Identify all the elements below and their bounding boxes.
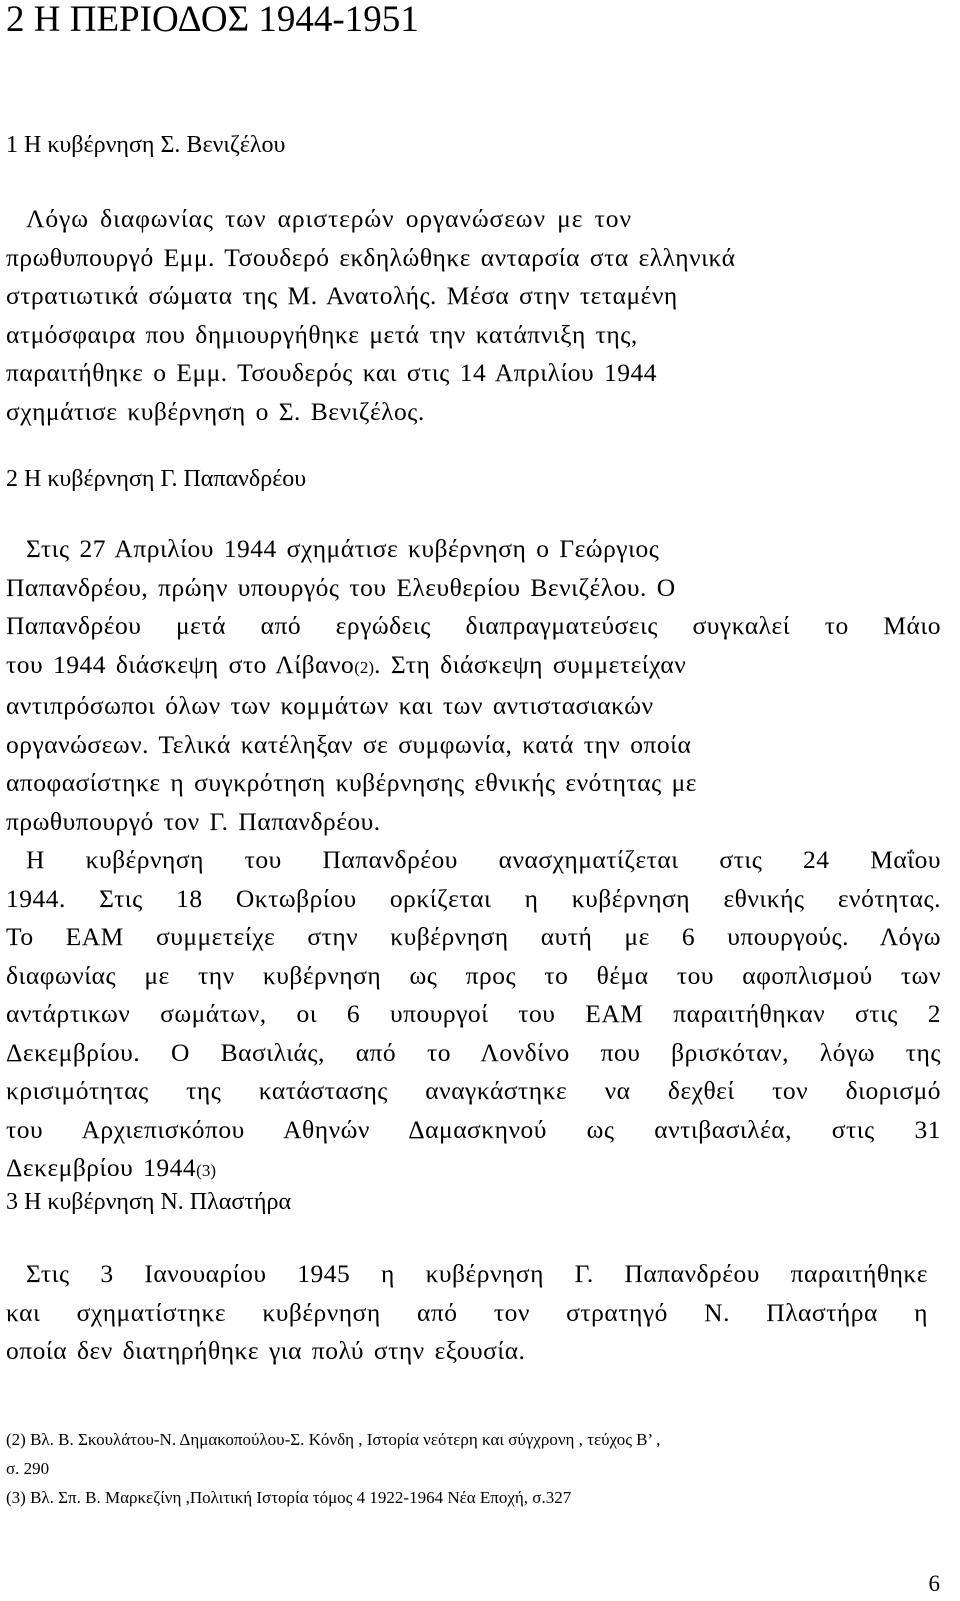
text-line: Λόγω διαφωνίας των αριστερών οργανώσεων με τον	[26, 204, 632, 233]
text-line-with-reference	[6, 1149, 941, 1191]
text-line: πρωθυπουργό Εμμ. Τσουδερό εκδηλώθηκε ανταρσία στα ελληνικά	[6, 242, 736, 272]
text-line: 1944. Στις 18 Οκτωβρίου ορκίζεται η κυβέρνηση εθνικής ενότητας.	[6, 883, 941, 913]
text-segment: . Στη διάσκεψη συμμετείχαν	[374, 649, 687, 679]
section-2-paragraph	[6, 530, 941, 1191]
text-line: Παπανδρέου μετά από εργώδεις διαπραγματεύσεις συγκαλεί το Μάιο	[6, 611, 941, 640]
text-line-with-reference	[6, 646, 941, 688]
chapter-title: 2 Η ΠΕΡΙΟΔΟΣ 1944-1951	[6, 0, 419, 40]
text-line: ατμόσφαιρα που δημιουργήθηκε μετά την κατάπνιξη της,	[6, 319, 638, 349]
text-segment: Δεκεμβρίου 1944	[6, 1153, 197, 1182]
footnote-reference-2: (2)	[354, 657, 375, 677]
text-line: αποφασίστηκε η συγκρότηση κυβέρνησης εθνικής ενότητας με	[6, 768, 697, 797]
text-line: αντάρτικων σωμάτων, οι 6 υπουργοί του ΕΑΜ παραιτήθηκαν στις 2	[6, 999, 941, 1028]
section-1-paragraph	[6, 200, 736, 431]
footnote-3: (3) Βλ. Σπ. Β. Μαρκεζίνη ,Πολιτική Ιστορία τόμος 4 1922-1964 Νέα Εποχή, σ.327	[6, 1488, 572, 1507]
text-line: στρατιωτικά σώματα της Μ. Ανατολής. Μέσα στην τεταμένη	[6, 281, 678, 310]
footnote-2-continuation: σ. 290	[6, 1459, 50, 1478]
text-line: κρισιμότητας της κατάστασης αναγκάστηκε να δεχθεί τον διορισμό	[6, 1076, 941, 1105]
text-line: σχημάτισε κυβέρνηση ο Σ. Βενιζέλος.	[6, 396, 425, 426]
text-line: Στις 3 Ιανουαρίου 1945 η κυβέρνηση Γ. Παπανδρέου παραιτήθηκε	[26, 1259, 928, 1288]
section-heading-1: 1 Η κυβέρνηση Σ. Βενιζέλου	[6, 132, 286, 158]
page-number: 6	[928, 1571, 940, 1596]
text-line: Παπανδρέου, πρώην υπουργός του Ελευθερίου Βενιζέλου. Ο	[6, 572, 676, 602]
text-line: διαφωνίας με την κυβέρνηση ως προς το θέμα του αφοπλισμού των	[6, 960, 941, 990]
section-heading-2: 2 Η κυβέρνηση Γ. Παπανδρέου	[6, 466, 307, 492]
text-line: παραιτήθηκε ο Εμμ. Τσουδερός και στις 14 Απριλίου 1944	[6, 358, 658, 387]
text-line: αντιπρόσωποι όλων των κομμάτων και των αντιστασιακών	[6, 691, 654, 720]
text-line: Το ΕΑΜ συμμετείχε στην κυβέρνηση αυτή με 6 υπουργούς. Λόγω	[6, 922, 941, 951]
text-line: Δεκεμβρίου. Ο Βασιλιάς, από το Λονδίνο που βρισκόταν, λόγω της	[6, 1037, 941, 1067]
section-heading-3: 3 Η κυβέρνηση Ν. Πλαστήρα	[6, 1189, 292, 1215]
text-line: οργανώσεων. Τελικά κατέληξαν σε συμφωνία, κατά την οποία	[6, 729, 692, 759]
text-line: πρωθυπουργό τον Γ. Παπανδρέου.	[6, 806, 381, 836]
text-segment: του 1944 διάσκεψη στο Λίβανο	[6, 649, 355, 679]
text-line: Στις 27 Απριλίου 1944 σχημάτισε κυβέρνηση ο Γεώργιος	[26, 534, 660, 563]
text-line: του Αρχιεπισκόπου Αθηνών Δαμασκηνού ως αντιβασιλέα, στις 31	[6, 1114, 941, 1144]
text-line: Η κυβέρνηση του Παπανδρέου ανασχηματίζεται στις 24 Μαΐου	[26, 845, 941, 874]
footnote-reference-3: (3)	[196, 1161, 216, 1180]
text-line: και σχηματίστηκε κυβέρνηση από τον στρατηγό Ν. Πλαστήρα η	[6, 1297, 928, 1327]
footnotes	[6, 1425, 941, 1512]
section-3-paragraph	[6, 1255, 928, 1371]
footnote-2: (2) Βλ. Β. Σκουλάτου-Ν. Δημακοπούλου-Σ. Κόνδη , Ιστορία νεότερη και σύγχρονη , τεύχος Β’ ,	[6, 1430, 661, 1449]
text-line: οποία δεν διατηρήθηκε για πολύ στην εξουσία.	[6, 1336, 526, 1365]
